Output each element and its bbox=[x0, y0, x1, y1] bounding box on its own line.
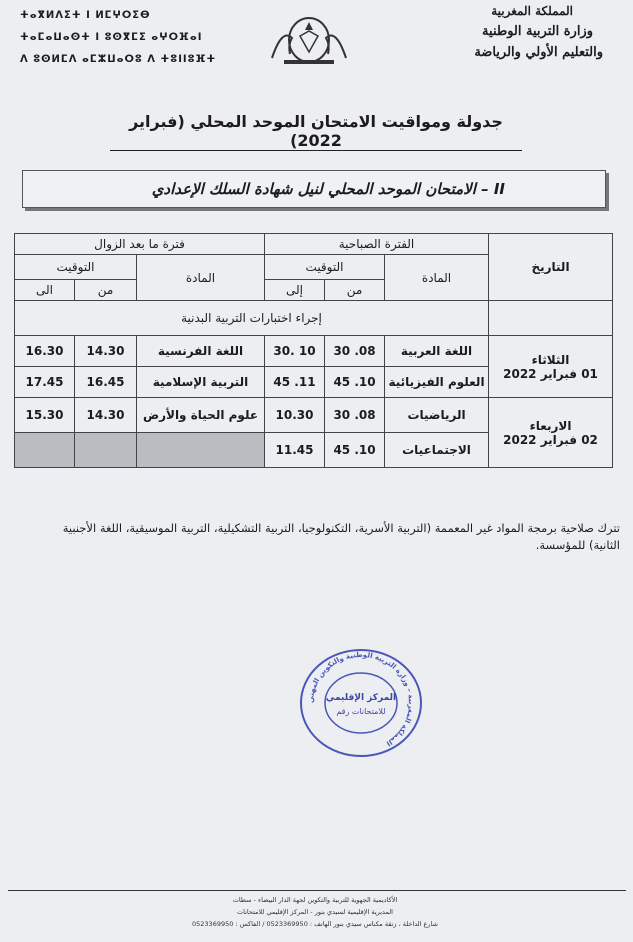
morning-subject: الاجتماعيات bbox=[385, 433, 489, 468]
empty-cell bbox=[137, 433, 265, 468]
table-row bbox=[15, 301, 613, 336]
morning-from: 10. 45 bbox=[325, 433, 385, 468]
afternoon-subject: اللغة الفرنسية bbox=[137, 336, 265, 367]
afternoon-to-label: الى bbox=[15, 280, 75, 301]
afternoon-to: 17.45 bbox=[15, 367, 75, 398]
exam-subtitle: II – الامتحان الموحد المحلي لنيل شهادة السلك الإعدادي bbox=[151, 180, 505, 198]
empty-cell bbox=[15, 433, 75, 468]
tifinagh-line-2: ⵜⴰⵎⴰⵡⴰⵙⵜ ⵏ ⵓⵙⴳⵎⵉ ⴰⵖⵔⴼⴰⵏ bbox=[20, 32, 203, 43]
morning-to: 11.45 bbox=[265, 433, 325, 468]
afternoon-header: فترة ما بعد الزوال bbox=[15, 234, 265, 255]
morning-from: 10. 45 bbox=[325, 367, 385, 398]
stamp-ring-text: المملكة المغربية – وزارة التربية الوطنية والتكوين المهني bbox=[306, 650, 416, 748]
morning-to: 10.30 bbox=[265, 398, 325, 433]
afternoon-subject: التربية الإسلامية bbox=[137, 367, 265, 398]
footer-line-1: الأكاديمية الجهوية للتربية والتكوين لجهة الدار البيضاء - سطات bbox=[232, 896, 398, 904]
morning-subject-header: المادة bbox=[385, 255, 489, 301]
empty-date-cell bbox=[489, 301, 613, 336]
kingdom-name: المملكة المغربية bbox=[491, 4, 573, 18]
day-date: 01 فبراير 2022 bbox=[503, 366, 598, 381]
date-header: التاريخ bbox=[489, 234, 613, 301]
morning-from-label: من bbox=[325, 280, 385, 301]
footer-divider bbox=[8, 890, 626, 891]
afternoon-from: 14.30 bbox=[75, 398, 137, 433]
stamp-center-line-1: المركز الإقليمي bbox=[325, 693, 397, 703]
afternoon-subject-header: المادة bbox=[137, 255, 265, 301]
table-row bbox=[15, 398, 613, 433]
day-name: الاربعاء bbox=[529, 418, 572, 433]
day-name: الثلاثاء bbox=[531, 352, 570, 367]
stamp-center-line-2: للامتحانات رقم bbox=[336, 707, 386, 716]
ministry-name: وزارة التربية الوطنية bbox=[482, 24, 593, 39]
afternoon-to: 15.30 bbox=[15, 398, 75, 433]
afternoon-from-label: من bbox=[75, 280, 137, 301]
coat-of-arms-icon bbox=[262, 6, 356, 66]
programming-note: تترك صلاحية برمجة المواد غير المعممة (التربية الأسرية، التكنولوجيا، التربية التشكيلية، التربية الموسيقية، اللغة الأجنبية الثانية) للمؤسسة. bbox=[62, 521, 620, 552]
morning-to: 10 .30 bbox=[265, 336, 325, 367]
morning-to: 11. 45 bbox=[265, 367, 325, 398]
official-stamp-icon bbox=[297, 648, 425, 758]
page-title: جدولة ومواقيت الامتحان الموحد المحلي (فبراير 2022) bbox=[110, 112, 522, 151]
physical-education-cell: إجراء اختبارات التربية البدنية bbox=[15, 301, 489, 336]
morning-header: الفترة الصباحية bbox=[265, 234, 489, 255]
subtitle-box bbox=[22, 170, 606, 208]
day-cell bbox=[489, 398, 613, 468]
morning-subject: اللغة العربية bbox=[385, 336, 489, 367]
afternoon-from: 16.45 bbox=[75, 367, 137, 398]
afternoon-to: 16.30 bbox=[15, 336, 75, 367]
morning-from: 08. 30 bbox=[325, 398, 385, 433]
exam-schedule-table bbox=[14, 233, 613, 468]
footer-line-3: شارع الداخلة ، زنقة مكناس سيدي بنور الهاتف : 0523369950 / الفاكس : 0523369950 bbox=[192, 920, 438, 928]
morning-subject: العلوم الفيزيائية bbox=[385, 367, 489, 398]
morning-subject: الرياضيات bbox=[385, 398, 489, 433]
afternoon-timing-header: التوقيت bbox=[15, 255, 137, 280]
footer-line-2: المديرية الإقليمية لسيدي بنور - المركز الإقليمي للامتحانات bbox=[236, 908, 393, 916]
empty-cell bbox=[75, 433, 137, 468]
table-header-row bbox=[15, 234, 613, 255]
day-cell bbox=[489, 336, 613, 398]
morning-from: 08. 30 bbox=[325, 336, 385, 367]
morning-timing-header: التوقيت bbox=[265, 255, 385, 280]
afternoon-subject: علوم الحياة والأرض bbox=[137, 398, 265, 433]
tifinagh-line-3: ⴷ ⵓⵙⵍⵎⴷ ⴰⵎⵣⵡⴰⵔⵓ ⴷ ⵜⵓⵏⵏⵓⴼⵜ bbox=[20, 54, 217, 65]
table-row bbox=[15, 336, 613, 367]
day-date: 02 فبراير 2022 bbox=[503, 432, 598, 447]
ministry-name-2: والتعليم الأولي والرياضة bbox=[474, 45, 603, 60]
tifinagh-line-1: ⵜⴰⴳⵍⴷⵉⵜ ⵏ ⵍⵎⵖⵔⵉⴱ bbox=[20, 10, 151, 21]
morning-to-label: إلى bbox=[265, 280, 325, 301]
afternoon-from: 14.30 bbox=[75, 336, 137, 367]
